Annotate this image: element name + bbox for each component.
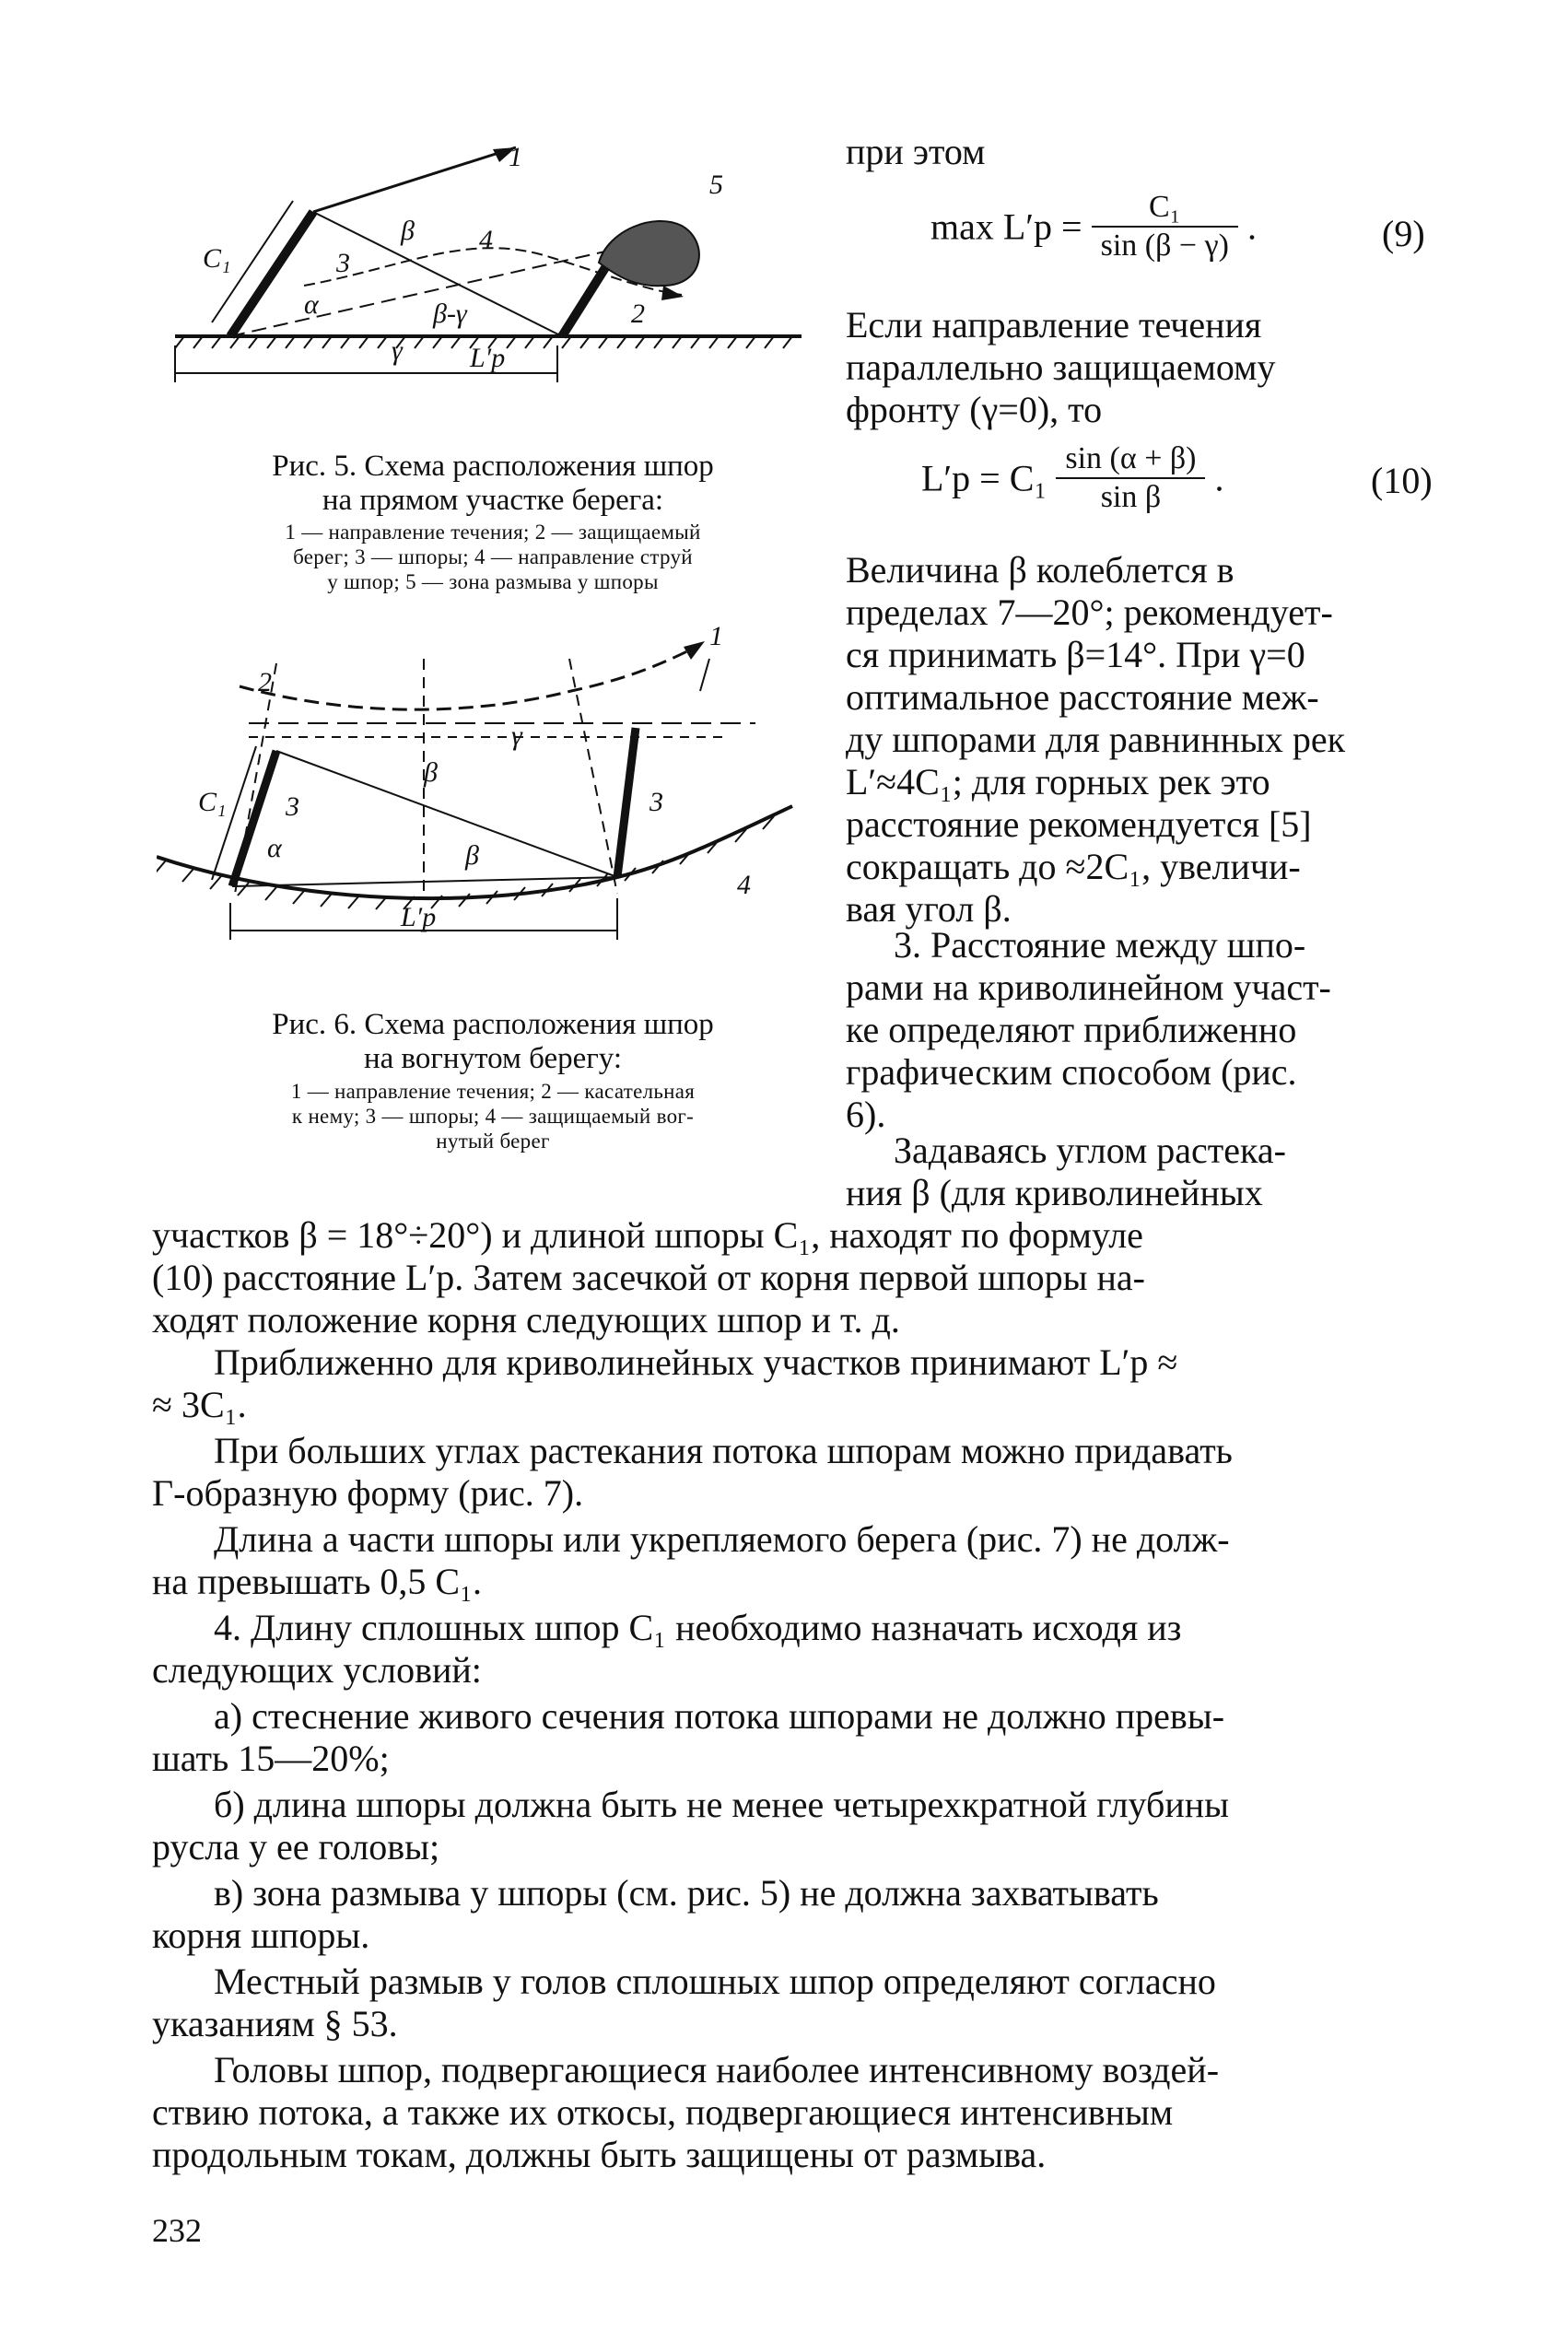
para-direction-line-3: фронту (γ=0), то [846, 389, 1103, 430]
fig6-label-lp: L′р [401, 902, 437, 932]
formula-9 [930, 189, 1257, 264]
para-3-line-4: графическим способом (рис. [846, 1051, 1297, 1093]
para-direction-line-2: параллельно защищаемому [846, 346, 1276, 388]
para-3-line-3: ке определяют приближенно [846, 1009, 1297, 1050]
body-line-19: указаниям § 53. [152, 2003, 398, 2044]
body-line-2: (10) расстояние L′р. Затем засечкой от корня первой шпоры на- [152, 1257, 1145, 1298]
page-number: 232 [152, 2212, 202, 2249]
body-line-17: корня шпоры. [152, 1914, 370, 1956]
fig6-label-3-left: 3 [286, 791, 299, 822]
para-3-line-5: 6). [846, 1094, 886, 1135]
fig6-label-4: 4 [737, 870, 751, 900]
fig5-label-3: 3 [336, 248, 350, 278]
body-line-7: Г-образную форму (рис. 7). [152, 1472, 584, 1514]
body-line-9: на превышать 0,5 C₁. [152, 1561, 482, 1602]
fig5-label-1: 1 [509, 142, 522, 172]
body-line-4: Приближенно для криволинейных участков принимают L′р ≈ [214, 1341, 1178, 1383]
formula-9-dot: . [1246, 205, 1257, 248]
fig5-label-beta: β [401, 216, 415, 246]
figure-6-diagram [157, 626, 811, 995]
figure-6-legend-2: к нему; 3 — шпоры; 4 — защищаемый вог- [291, 1105, 695, 1128]
para-beta-line-2: пределах 7—20°; рекомендует- [846, 591, 1333, 633]
para-zad-line-2: ния β (для криволинейных [846, 1172, 1263, 1213]
fig6-label-c1: C₁ [198, 787, 227, 817]
fig6-label-beta-1: β [424, 757, 438, 788]
fig5-label-beta-gamma: β-γ [433, 299, 467, 329]
figure-6-legend-1: 1 — направление течения; 2 — касательная [290, 1080, 696, 1103]
text-pri-etom: при этом [846, 131, 986, 172]
formula-9-lhs: max L′р = [930, 205, 1082, 248]
para-beta-line-9: вая угол β. [846, 888, 1012, 930]
figure-5-legend-2: берег; 3 — шпоры; 4 — направление струй [293, 545, 693, 568]
para-beta-line-7: расстояние рекомендуется [5] [846, 803, 1312, 845]
body-line-22: продольным токам, должны быть защищены от размыва. [152, 2134, 1047, 2175]
para-beta-line-5: ду шпорами для равнинных рек [846, 719, 1346, 760]
figure-5-legend-3: у шпор; 5 — зона размыва у шпоры [327, 570, 659, 593]
formula-9-denominator: sin (β − γ) [1100, 228, 1229, 263]
body-line-13: шать 15—20%; [152, 1738, 390, 1779]
fig6-label-1: 1 [709, 626, 723, 651]
formula-10-numerator: sin (α + β) [1056, 440, 1205, 479]
fig6-label-beta-2: β [465, 840, 479, 871]
body-line-15: русла у ее головы; [152, 1826, 440, 1868]
fig5-label-alpha: α [304, 289, 319, 320]
formula-10-dot: . [1214, 457, 1224, 499]
figure-6-caption-title-2: на вогнутом берегу: [363, 1042, 623, 1075]
fig5-label-lp: L′р [470, 343, 506, 373]
figure-6-legend-3: нутый берег [436, 1130, 550, 1153]
para-zad-line-1: Задаваясь углом растека- [894, 1130, 1286, 1171]
fig6-label-3-right: 3 [649, 787, 663, 817]
body-line-10: 4. Длину сплошных шпор C₁ необходимо назначать исходя из [214, 1607, 1182, 1648]
figure-5-legend-1: 1 — направление течения; 2 — защищаемый [285, 521, 701, 544]
figure-5-diagram [166, 138, 811, 415]
para-beta-line-1: Величина β колеблется в [846, 549, 1235, 591]
para-direction-line-1: Если направление течения [846, 304, 1262, 345]
body-line-6: При больших углах растекания потока шпорам можно придавать [214, 1430, 1233, 1471]
figure-5-caption-title-1: Рис. 5. Схема расположения шпор [272, 450, 714, 483]
fig5-label-4: 4 [479, 225, 493, 255]
para-beta-line-8: сокращать до ≈2C₁, увеличи- [846, 846, 1301, 887]
body-line-11: следующих условий: [152, 1649, 482, 1691]
formula-10-denominator: sin β [1100, 480, 1162, 514]
para-beta-line-3: ся принимать β=14°. При γ=0 [846, 634, 1305, 675]
para-3-line-2: рами на криволинейном участ- [846, 966, 1331, 1008]
body-line-1: участков β = 18°÷20°) и длиной шпоры C₁, находят по формуле [152, 1214, 1143, 1256]
body-line-3: ходят положение корня следующих шпор и т. д. [152, 1299, 900, 1341]
fig5-label-5: 5 [709, 170, 723, 200]
body-line-18: Местный размыв у голов сплошных шпор определяют согласно [214, 1961, 1216, 2002]
formula-10-fraction [1056, 440, 1205, 516]
figure-5-caption-title-2: на прямом участке берега: [322, 484, 664, 517]
body-line-21: ствию потока, а также их откосы, подвергающиеся интенсивным [152, 2091, 1174, 2133]
body-line-16: в) зона размыва у шпоры (см. рис. 5) не должна захватывать [214, 1872, 1159, 1914]
formula-10-lhs: L′р = C₁ [921, 457, 1047, 499]
para-3-line-1: 3. Расстояние между шпо- [894, 924, 1306, 966]
body-line-14: б) длина шпоры должна быть не менее четырехкратной глубины [214, 1784, 1230, 1825]
para-beta-line-6: L′≈4C₁; для горных рек это [846, 761, 1270, 802]
formula-9-number: (9) [1382, 213, 1425, 254]
figure-6-caption-title-1: Рис. 6. Схема расположения шпор [272, 1008, 714, 1041]
body-line-12: а) стеснение живого сечения потока шпорами не должно превы- [214, 1695, 1225, 1737]
formula-10-number: (10) [1371, 460, 1433, 501]
fig6-label-alpha: α [267, 833, 282, 863]
formula-9-fraction [1092, 189, 1238, 264]
body-line-8: Длина a части шпоры или укрепляемого берега (рис. 7) не долж- [214, 1518, 1230, 1560]
fig5-label-c1: C₁ [203, 243, 231, 274]
body-line-20: Головы шпор, подвергающиеся наиболее интенсивному воздей- [214, 2049, 1220, 2090]
formula-10 [921, 440, 1223, 516]
fig5-label-gamma: γ [392, 335, 403, 366]
formula-9-numerator: C₁ [1092, 189, 1238, 228]
para-beta-line-4: оптимальное расстояние меж- [846, 676, 1319, 718]
fig6-label-2: 2 [258, 667, 272, 697]
fig5-label-2: 2 [631, 299, 645, 329]
fig6-label-gamma: γ [511, 720, 522, 751]
body-line-5: ≈ 3C₁. [152, 1384, 247, 1425]
